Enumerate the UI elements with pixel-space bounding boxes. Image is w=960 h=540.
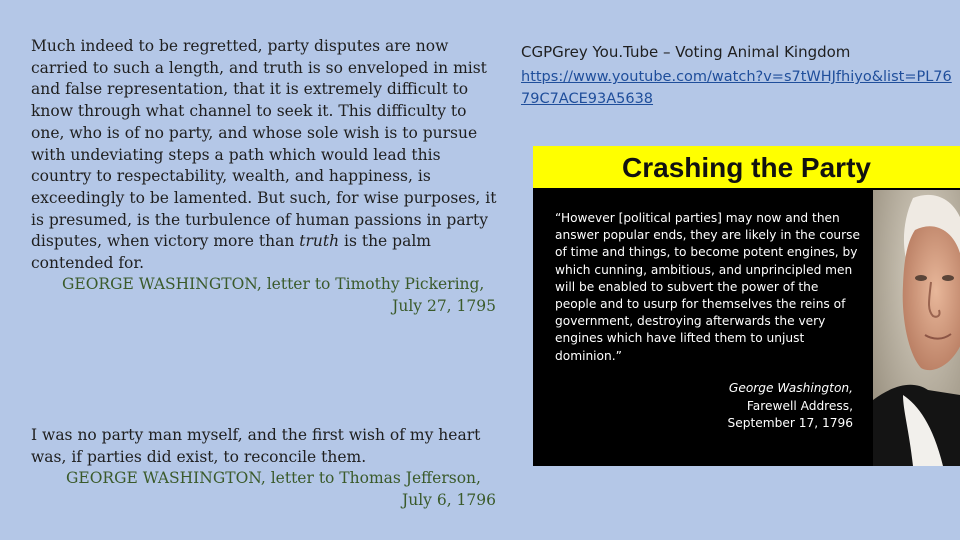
card-source: Farewell Address, <box>746 398 853 413</box>
video-reference-title: CGPGrey You.Tube – Voting Animal Kingdom <box>521 43 851 61</box>
attribution-pickering-date: July 27, 1795 <box>392 297 496 315</box>
card-title: Crashing the Party <box>622 152 871 183</box>
card-author: George Washington, <box>728 381 853 395</box>
farewell-address-quote: “However [political parties] may now and then answer popular ends, they are likely in the course of time and things, to become potent engines, by which cunning, ambitious, and unprincipled men will be enabled to subvert the power of the people and to usurp for themselves the reins of government, destroying afterwards the very engines which have lifted them to unjust dominion.” <box>555 211 860 363</box>
video-link[interactable]: https://www.youtube.com/watch?v=s7tWHJfhiyo&list=PL7679C7ACE93A5638 <box>521 69 952 107</box>
crashing-the-party-image <box>533 146 960 466</box>
quote-jefferson: I was no party man myself, and the first wish of my heart was, if parties did exist, to reconcile them. <box>31 426 481 466</box>
emphasis-truth: truth <box>299 232 340 251</box>
attribution-jefferson-date: July 6, 1796 <box>402 491 496 509</box>
attribution-pickering: GEORGE WASHINGTON, letter to Timothy Pickering, <box>62 275 485 293</box>
card-attribution <box>703 380 853 433</box>
attribution-jefferson: GEORGE WASHINGTON, letter to Thomas Jefferson, <box>66 469 481 487</box>
card-date: September 17, 1796 <box>727 416 853 430</box>
washington-portrait <box>873 190 960 466</box>
quote-pickering: Much indeed to be regretted, party disputes are now carried to such a length, and truth is so enveloped in mist and false representation, that it is extremely difficult to know through what channel to seek it. This difficulty to one, who is of no party, and whose sole wish is to pursue with undeviating steps a path which would lead this country to respectability, wealth, and happiness, is exceedingly to be lamented. But such, for wise purposes, it is presumed, is the turbulence of human passions in party disputes, when victory more than truth is the palm contended for. <box>31 37 497 273</box>
